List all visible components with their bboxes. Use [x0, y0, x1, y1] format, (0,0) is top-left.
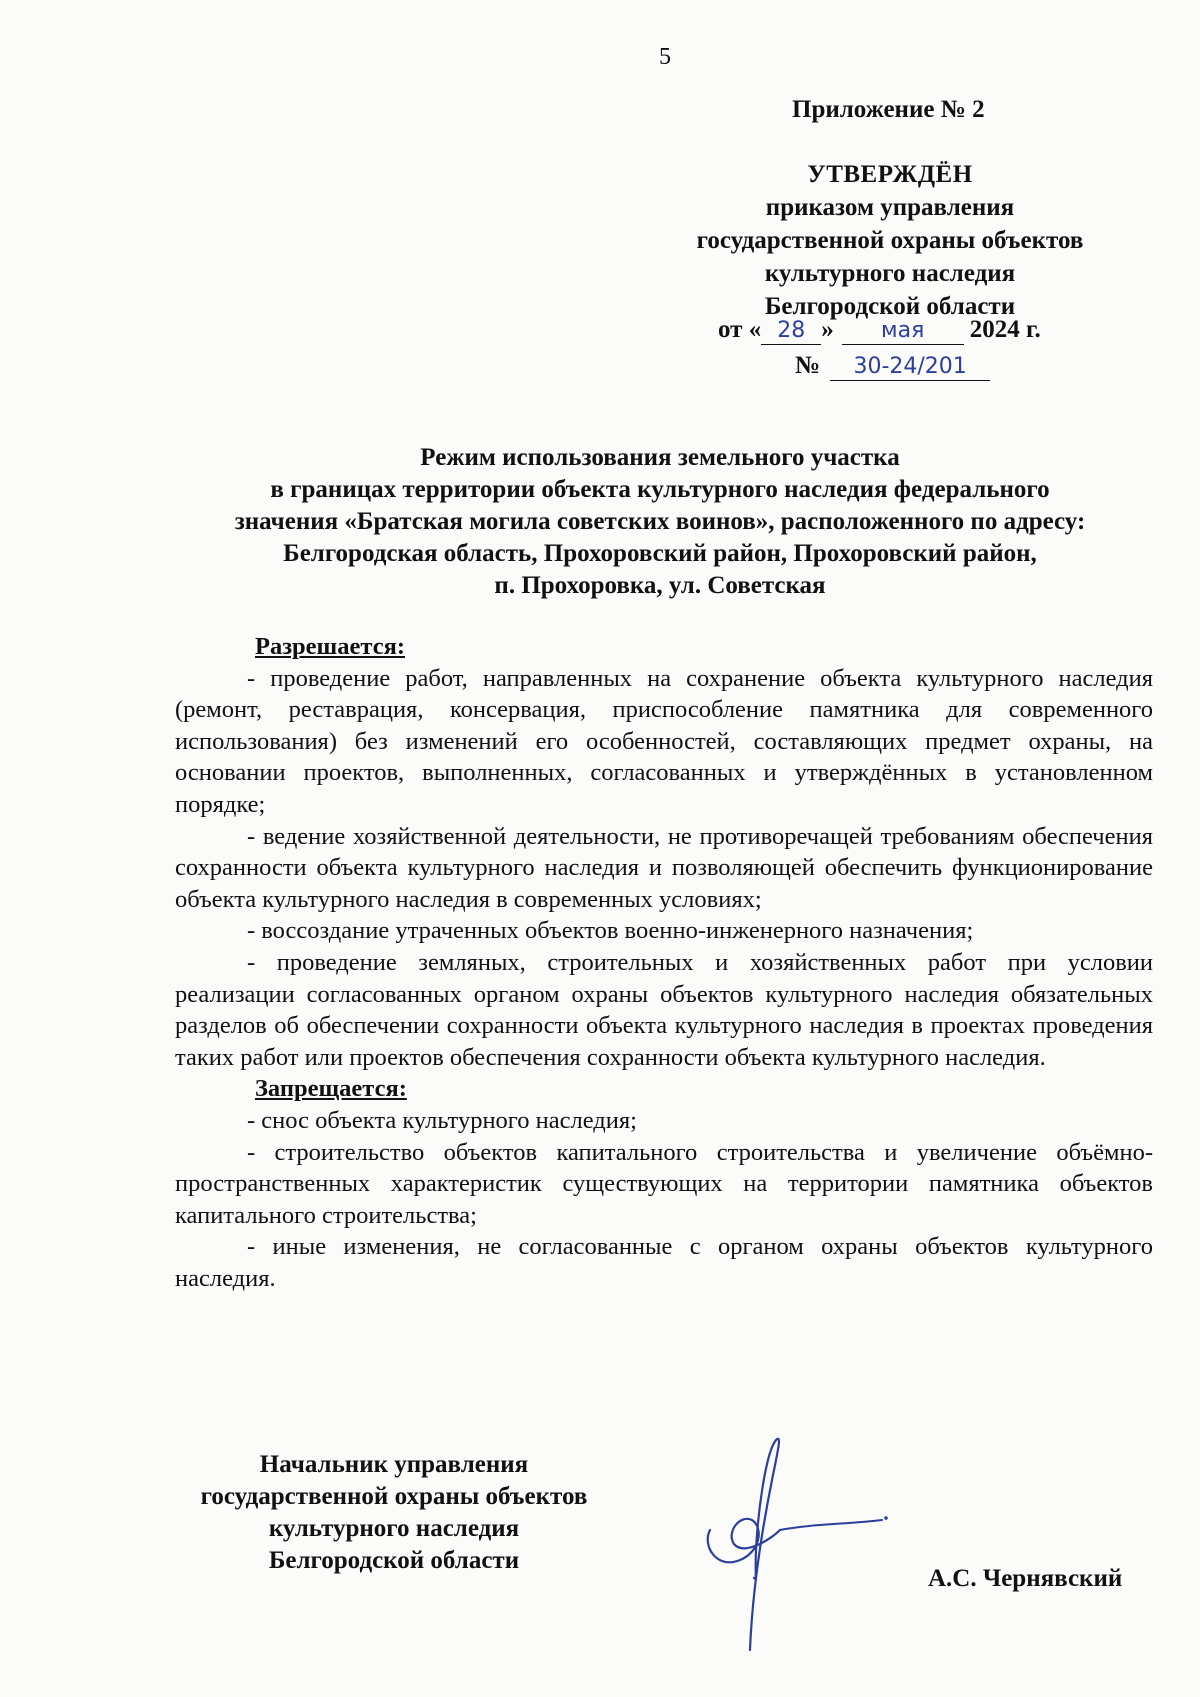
forbidden-item: - снос объекта культурного наследия; [247, 1106, 637, 1134]
allowed-item: - ведение хозяйственной деятельности, не противоречащей требованиям обеспечения сохранности объекта культурного наследия и позволяющей обеспечить функционирование объекта культурного наследия в современных условиях; [175, 822, 1153, 913]
order-date [718, 316, 1041, 345]
order-number [795, 352, 990, 381]
title-line: п. Прохоровка, ул. Советская [494, 572, 826, 599]
allowed-item: - проведение земляных, строительных и хозяйственных работ при условии реализации согласованных органом охраны объектов культурного наследия обязательных разделов об обеспечении сохранности объекта культурного наследия в проектах проведения таких работ или проектов обеспечения сохранности объекта культурного наследия. [175, 948, 1153, 1071]
document-title [150, 442, 1170, 602]
title-line: Режим использования земельного участка [420, 444, 900, 471]
signer-title [170, 1449, 618, 1577]
forbidden-item: - иные изменения, не согласованные с органом охраны объектов культурного наследия. [175, 1233, 1153, 1292]
forbidden-heading: Запрещается: [255, 1075, 407, 1103]
approval-line: приказом управления [765, 194, 1015, 221]
regime-body [175, 631, 1153, 1294]
signature-icon [660, 1420, 900, 1660]
approval-line: Белгородской области [764, 293, 1016, 320]
date-day-handwritten: 28 [761, 319, 821, 345]
approval-block [650, 158, 1130, 323]
approval-line: культурного наследия [764, 260, 1016, 287]
date-suffix: 2024 г. [969, 316, 1041, 343]
page-number: 5 [659, 44, 671, 70]
number-handwritten: 30-24/201 [830, 355, 990, 381]
date-mid: » [821, 316, 834, 343]
approval-line: государственной охраны объектов [696, 227, 1084, 254]
signer-line: государственной охраны объектов [200, 1483, 588, 1510]
date-prefix: от « [718, 316, 762, 343]
allowed-heading: Разрешается: [255, 633, 405, 660]
title-line: в границах территории объекта культурного наследия федерального [270, 476, 1050, 503]
appendix-label: Приложение № 2 [792, 96, 985, 123]
signer-name: А.С. Чернявский [928, 1565, 1123, 1592]
approval-heading: УТВЕРЖДЁН [807, 161, 973, 188]
title-line: значения «Братская могила советских воинов», расположенного по адресу: [234, 508, 1086, 535]
allowed-item: - воссоздание утраченных объектов военно-инженерного назначения; [247, 917, 974, 945]
allowed-item: - проведение работ, направленных на сохранение объекта культурного наследия (ремонт, реставрация, консервация, приспособление памятника для современного использования) без изменений его особенностей, составляющих предмет охраны, на основании проектов, выполненных, согласованных и утверждённых в установленном порядке; [175, 664, 1153, 818]
signer-line: культурного наследия [268, 1515, 520, 1542]
number-prefix: № [795, 352, 821, 379]
forbidden-item: - строительство объектов капитального строительства и увеличение объёмно-пространственных характеристик существующих на территории памятника объектов капитального строительства; [175, 1138, 1153, 1229]
handwritten-signature [660, 1420, 900, 1665]
signer-line: Белгородской области [268, 1547, 520, 1574]
date-month-handwritten: мая [842, 319, 964, 345]
title-line: Белгородская область, Прохоровский район, Прохоровский район, [283, 540, 1037, 567]
signer-line: Начальник управления [259, 1451, 529, 1478]
